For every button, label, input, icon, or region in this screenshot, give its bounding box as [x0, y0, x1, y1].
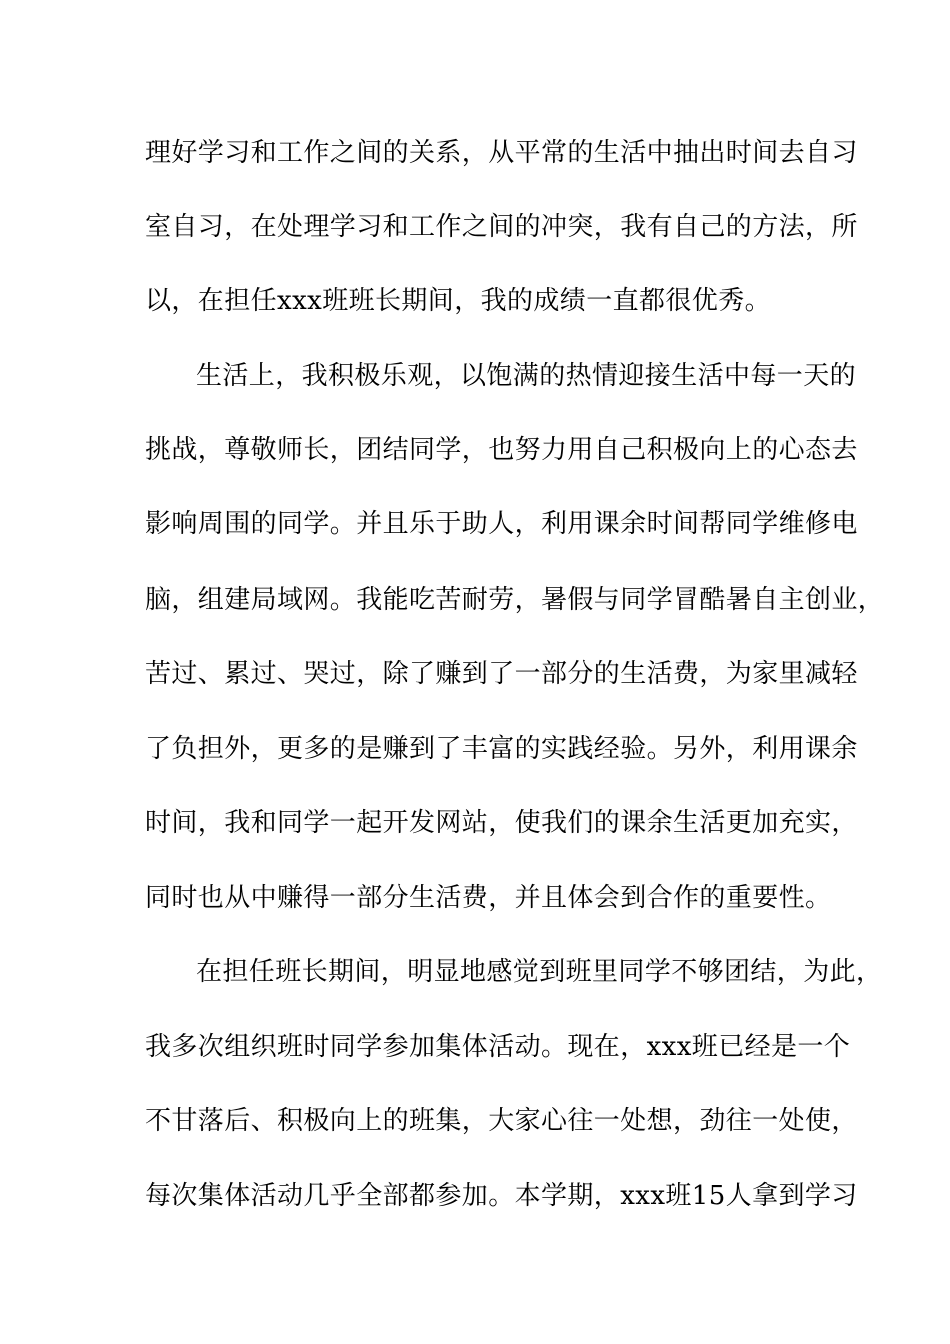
text-line: 室自习，在处理学习和工作之间的冲突，我有自己的方法，所 [145, 212, 858, 242]
text-line: 以，在担任xxx班班长期间，我的成绩一直都很优秀。 [145, 286, 771, 316]
text-line: 不甘落后、积极向上的班集，大家心往一处想，劲往一处使， [145, 1106, 858, 1136]
text-line: 同时也从中赚得一部分生活费，并且体会到合作的重要性。 [145, 883, 832, 913]
text-line: 每次集体活动几乎全部都参加。本学期，xxx班15人拿到学习 [145, 1181, 858, 1211]
paragraph-start-line: 生活上，我积极乐观，以饱满的热情迎接生活中每一天的 [196, 361, 857, 391]
text-line: 了负担外，更多的是赚到了丰富的实践经验。另外，利用课余 [145, 734, 858, 764]
text-line: 理好学习和工作之间的关系，从平常的生活中抽出时间去自习 [145, 138, 858, 168]
text-line: 挑战，尊敬师长，团结同学，也努力用自己积极向上的心态去 [145, 435, 858, 465]
text-line: 脑，组建局域网。我能吃苦耐劳，暑假与同学冒酷暑自主创业， [145, 585, 885, 615]
text-line: 苦过、累过、哭过，除了赚到了一部分的生活费，为家里减轻 [145, 659, 858, 689]
text-line: 时间，我和同学一起开发网站，使我们的课余生活更加充实， [145, 808, 858, 838]
text-line: 影响周围的同学。并且乐于助人，利用课余时间帮同学维修电 [145, 509, 858, 539]
text-line: 我多次组织班时同学参加集体活动。现在，xxx班已经是一个 [145, 1032, 851, 1062]
paragraph-start-line: 在担任班长期间，明显地感觉到班里同学不够团结，为此， [196, 957, 883, 987]
